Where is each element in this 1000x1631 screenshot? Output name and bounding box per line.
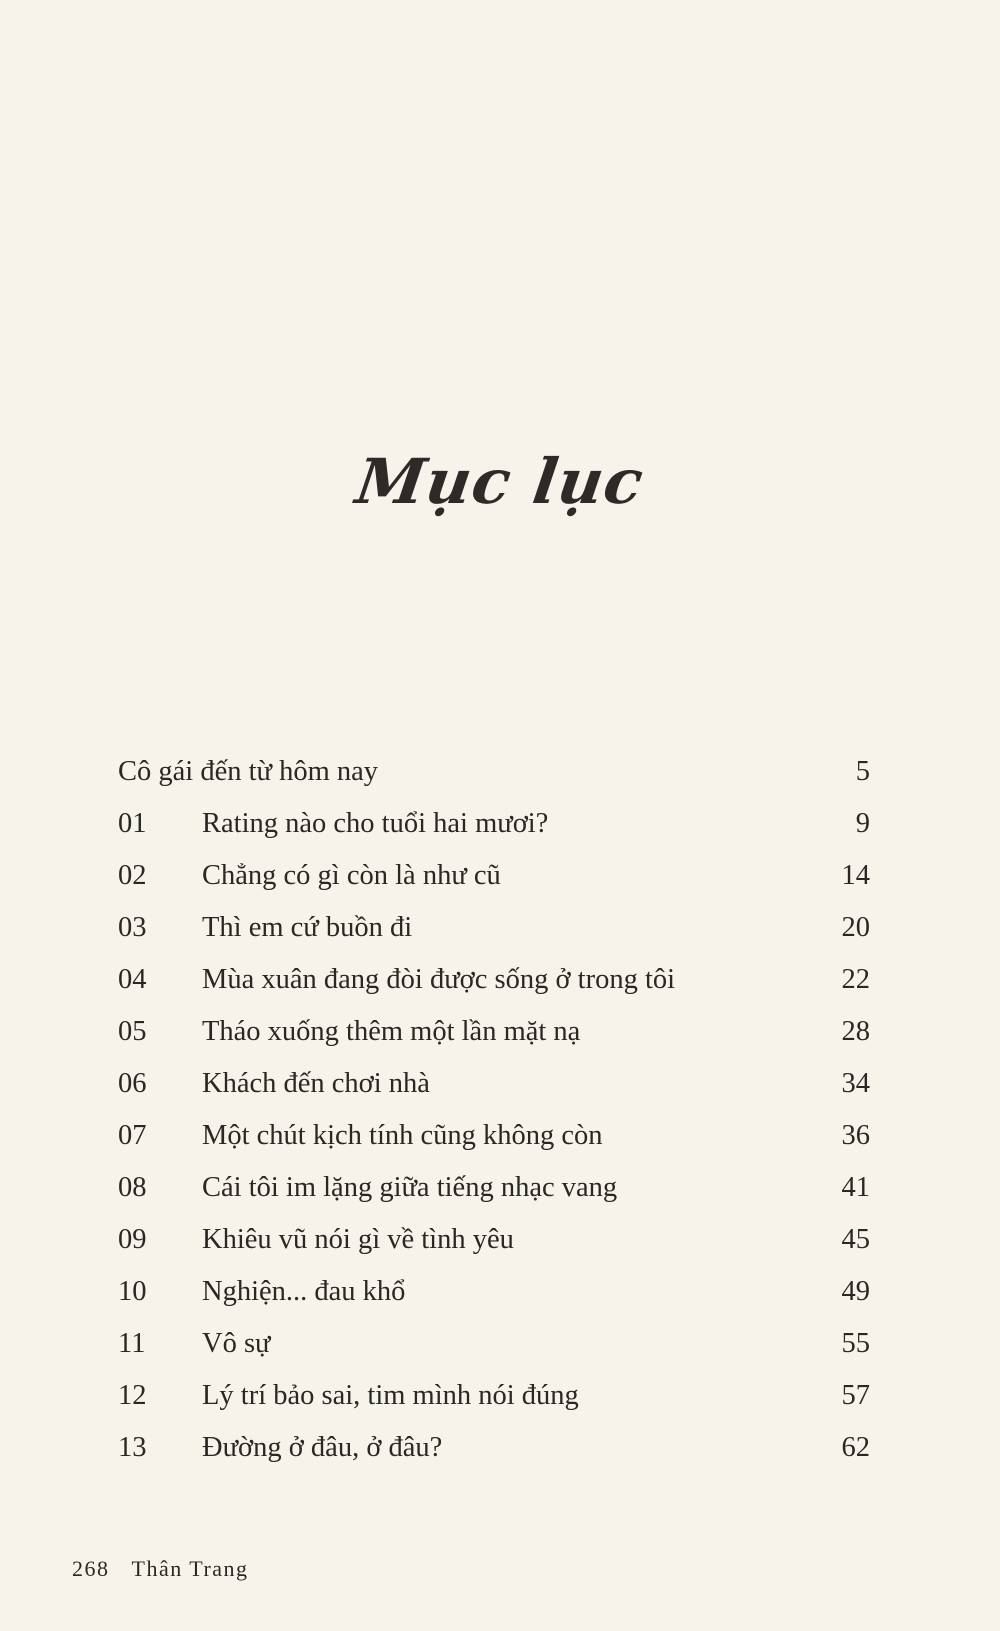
toc-entry-page: 20 — [841, 912, 870, 943]
page-title: Mục lục — [351, 445, 649, 518]
toc-entry-intro[interactable] — [118, 752, 870, 804]
toc-entry-01[interactable] — [118, 804, 870, 856]
toc-entry-number: 05 — [118, 1016, 147, 1047]
toc-entry-title: Mùa xuân đang đòi được sống ở trong tôi — [202, 964, 676, 995]
toc-entry-number: 12 — [118, 1380, 147, 1411]
toc-entry-title: Đường ở đâu, ở đâu? — [202, 1432, 443, 1463]
toc-entry-title: Lý trí bảo sai, tim mình nói đúng — [202, 1380, 579, 1411]
page-footer — [72, 1556, 249, 1582]
toc-entry-number: 09 — [118, 1224, 147, 1255]
toc-entry-number: 13 — [118, 1432, 147, 1463]
toc-entry-page: 55 — [841, 1328, 870, 1359]
page-number: 268 — [72, 1556, 110, 1581]
toc-entry-page: 36 — [841, 1120, 870, 1151]
toc-entry-title: Khiêu vũ nói gì về tình yêu — [202, 1224, 514, 1255]
toc-entry-number: 07 — [118, 1120, 147, 1151]
toc-entry-06[interactable] — [118, 1064, 870, 1116]
toc-entry-number: 01 — [118, 808, 147, 839]
toc-entry-03[interactable] — [118, 908, 870, 960]
toc-entry-number: 03 — [118, 912, 147, 943]
toc-entry-number: 11 — [118, 1328, 146, 1359]
toc-entry-title: Nghiện... đau khổ — [202, 1276, 406, 1307]
toc-entry-title: Cái tôi im lặng giữa tiếng nhạc vang — [202, 1172, 618, 1203]
toc-entry-page: 14 — [841, 860, 870, 891]
toc-entry-page: 57 — [841, 1380, 870, 1411]
toc-entry-02[interactable] — [118, 856, 870, 908]
toc-entry-title: Rating nào cho tuổi hai mươi? — [202, 808, 549, 839]
toc-entry-page: 41 — [841, 1172, 870, 1203]
toc-entry-title: Chẳng có gì còn là như cũ — [202, 860, 501, 891]
toc-entry-05[interactable] — [118, 1012, 870, 1064]
toc-entry-10[interactable] — [118, 1272, 870, 1324]
toc-entry-number: 10 — [118, 1276, 147, 1307]
toc-entry-title: Một chút kịch tính cũng không còn — [202, 1120, 603, 1151]
toc-entry-page: 28 — [841, 1016, 870, 1047]
toc-entry-12[interactable] — [118, 1376, 870, 1428]
toc-entry-page: 5 — [855, 756, 870, 787]
table-of-contents — [118, 752, 870, 1480]
toc-entry-title: Thì em cứ buồn đi — [202, 912, 413, 943]
toc-entry-09[interactable] — [118, 1220, 870, 1272]
toc-entry-page: 62 — [841, 1432, 870, 1463]
toc-entry-page: 22 — [841, 964, 870, 995]
toc-entry-page: 49 — [841, 1276, 870, 1307]
toc-entry-title: Cô gái đến từ hôm nay — [118, 756, 379, 787]
toc-entry-07[interactable] — [118, 1116, 870, 1168]
toc-entry-number: 04 — [118, 964, 147, 995]
toc-entry-page: 34 — [841, 1068, 870, 1099]
toc-entry-page: 45 — [841, 1224, 870, 1255]
toc-entry-title: Vô sự — [202, 1328, 271, 1359]
toc-entry-08[interactable] — [118, 1168, 870, 1220]
toc-entry-number: 02 — [118, 860, 147, 891]
toc-entry-title: Khách đến chơi nhà — [202, 1068, 430, 1099]
toc-entry-number: 06 — [118, 1068, 147, 1099]
toc-entry-13[interactable] — [118, 1428, 870, 1480]
toc-entry-04[interactable] — [118, 960, 870, 1012]
toc-entry-title: Tháo xuống thêm một lần mặt nạ — [202, 1016, 581, 1047]
toc-entry-11[interactable] — [118, 1324, 870, 1376]
toc-entry-page: 9 — [855, 808, 870, 839]
toc-entry-number: 08 — [118, 1172, 147, 1203]
running-author: Thân Trang — [131, 1556, 249, 1581]
